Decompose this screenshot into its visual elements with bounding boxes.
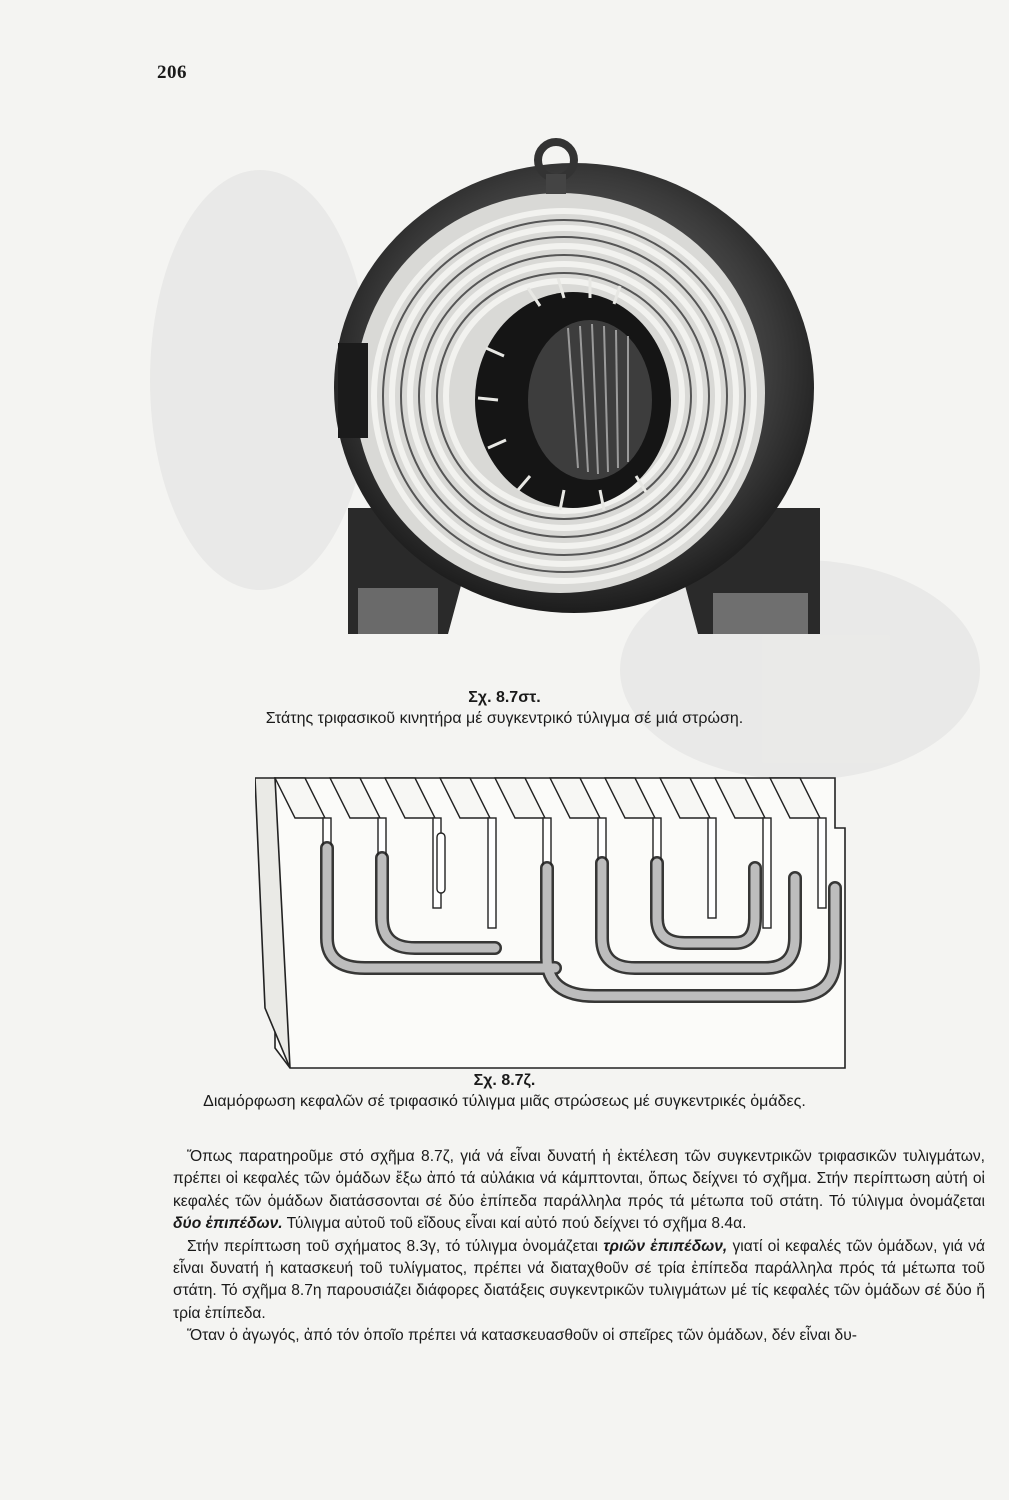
- stator-photo-figure: [328, 138, 820, 638]
- winding-heads-diagram: [255, 768, 855, 1070]
- text-run: Ὅπως παρατηροῦμε στό σχῆμα 8.7ζ, γιά νά εἶναι δυνατή ἡ ἐκτέλεση τῶν συγκεντρικῶν τριφασικῶν τυλιγμάτων, πρέπει οἱ κεφαλές τῶν ὁμάδων ἔξω ἀπό τά αὐλάκια νά κάμπτονται, ὅπως δείχνει τό σχῆμα. Στήν περίπτωση αὐτή οἱ κεφαλές τῶν ὁμάδων διατάσσονται σέ δύο ἐπίπεδα παράλληλα πρός τά μέτωπα τοῦ στάτη. Τό τύλιγμα ὀνομάζεται: [173, 1148, 985, 1210]
- text-run: γιατί οἱ κεφαλές τῶν ὁμάδων, γιά νά εἶναι δυνατή ἡ κατασκευή τοῦ τυλίγματος, πρέπει νά διαταχθοῦν σέ τρία ἐπίπεδα παράλληλα πρός τά μέτωπα τοῦ στάτη. Τό σχῆμα 8.7η παρουσιάζει διάφορες διατάξεις συγκεντρικῶν τυλιγμάτων μέ τίς κεφαλές τῶν ὁμάδων σέ δύο ἤ τρία ἐπίπεδα.: [173, 1237, 985, 1322]
- figure-number: Σχ. 8.7στ.: [468, 689, 541, 706]
- winding-heads-illustration: [255, 768, 855, 1070]
- stator-photo-illustration: [328, 138, 820, 638]
- figure-caption-8-7st: [0, 689, 1009, 728]
- body-text: [173, 1146, 985, 1348]
- paragraph: [173, 1146, 985, 1236]
- page-number: 206: [157, 62, 187, 83]
- figure-caption-text: Στάτης τριφασικοῦ κινητήρα μέ συγκεντρικό τύλιγμα σέ μιά στρώση.: [265, 710, 744, 727]
- paragraph: [173, 1236, 985, 1326]
- text-run: Τύλιγμα αὐτοῦ τοῦ εἴδους εἶναι καί αὐτό πού δείχνει τό σχῆμα 8.4α.: [282, 1215, 747, 1233]
- text-run: Στήν περίπτωση τοῦ σχήματος 8.3γ, τό τύλιγμα ὀνομάζεται: [187, 1237, 604, 1255]
- text-run: Ὅταν ὁ ἀγωγός, ἀπό τόν ὁποῖο πρέπει νά κατασκευασθοῦν οἱ σπεῖρες τῶν ὁμάδων, δέν εἶναι δυ-: [187, 1327, 857, 1345]
- figure-caption-8-7z: [0, 1072, 1009, 1111]
- paragraph: [173, 1325, 985, 1347]
- figure-number: Σχ. 8.7ζ.: [473, 1072, 536, 1089]
- figure-caption-text: Διαμόρφωση κεφαλῶν σέ τριφασικό τύλιγμα μιᾶς στρώσεως μέ συγκεντρικές ὁμάδες.: [203, 1093, 806, 1110]
- emphasis-term: τριῶν ἐπιπέδων,: [603, 1237, 728, 1255]
- emphasis-term: δύο ἐπιπέδων.: [173, 1215, 283, 1233]
